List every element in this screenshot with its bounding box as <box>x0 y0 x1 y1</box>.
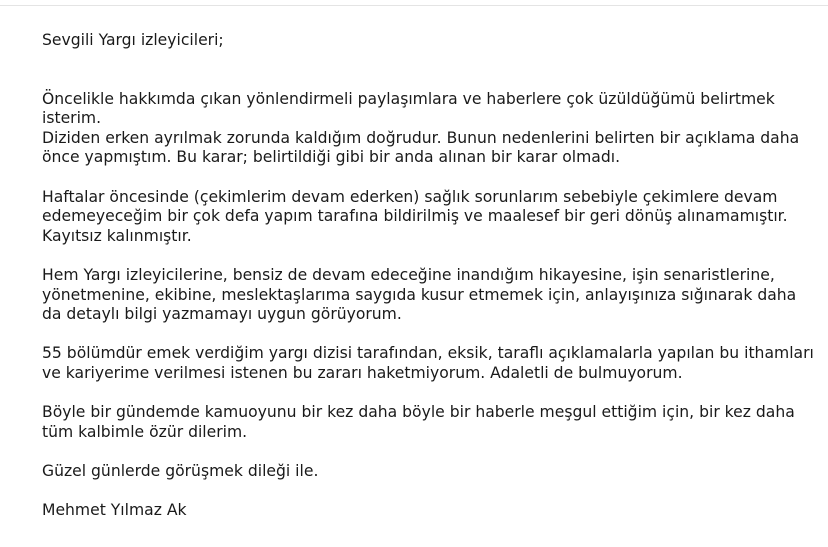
top-divider <box>0 5 828 6</box>
paragraph-accusations: 55 bölümdür emek verdiğim yargı dizisi tarafından, eksik, taraflı açıklamalarla yapılan bu ithamları ve kariyerime verilmesi istenen bu zararı haketmiyorum. Adaletli de bulmuyorum. <box>42 344 814 382</box>
paragraph-health: Haftalar öncesinde (çekimlerim devam ederken) sağlık sorunlarım sebebiyle çekimlere devam edemeyeceğim bir çok defa yapım tarafına bildirilmiş ve maalesef bir geri dönüş alınamamıştır. Kayıtsız kalınmıştır. <box>42 187 788 245</box>
paragraph-respect: Hem Yargı izleyicilerine, bensiz de devam edeceğine inandığım hikayesine, işin senaristlerine, yönetmenine, ekibine, meslektaşlarıma saygıda kusur etmemek için, anlayışınıza sığınarak daha da detaylı bilgi yazmamayı uygun görüyorum. <box>42 265 797 324</box>
paragraph-opening: Öncelikle hakkımda çıkan yönlendirmeli paylaşımlara ve haberlere çok üzüldüğümü belirtmek isterim. Diziden erken ayrılmak zorunda kaldığım doğrudur. Bunun nedenlerini belirten bir açıklama daha önce yapmıştım. Bu karar; belirtildiği gibi bir anda alınan bir karar olmadı. <box>42 89 800 167</box>
letter-body <box>42 31 826 521</box>
letter-greeting: Sevgili Yargı izleyicileri; <box>42 31 224 49</box>
letter-signature: Mehmet Yılmaz Ak <box>42 501 187 520</box>
paragraph-apology: Böyle bir gündemde kamuoyunu bir kez daha böyle bir haberle meşgul ettiğim için, bir kez daha tüm kalbimle özür dilerim. <box>42 403 795 441</box>
paragraph-closing: Güzel günlerde görüşmek dileği ile. <box>42 461 319 480</box>
